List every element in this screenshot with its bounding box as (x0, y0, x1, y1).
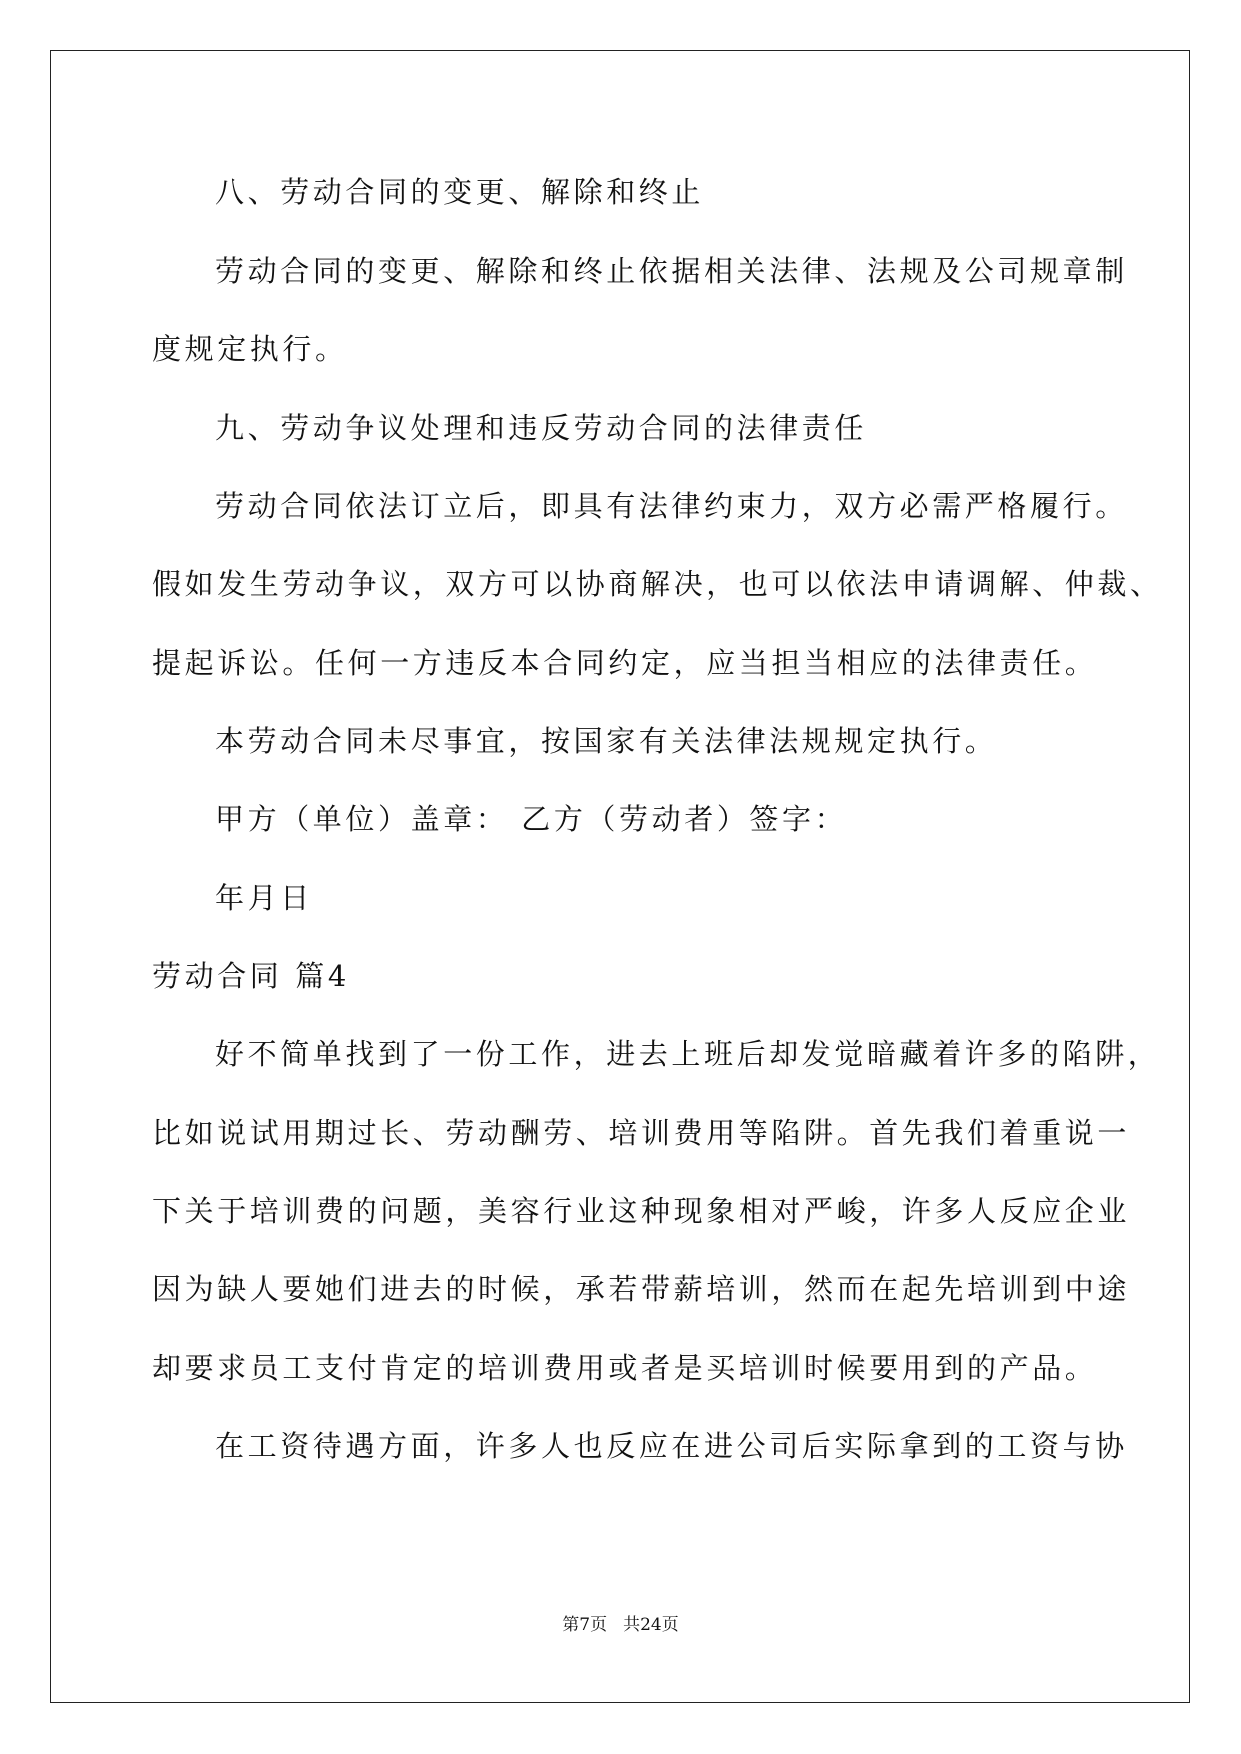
paragraph-line: 因为缺人要她们进去的时候，承若带薪培训，然而在起先培训到中途 (152, 1272, 1131, 1306)
article-title: 劳动合同 篇4 (152, 959, 350, 993)
date-line: 年月日 (215, 881, 313, 915)
total-pages: 共24页 (623, 1615, 679, 1635)
paragraph-line: 好不简单找到了一份工作，进去上班后却发觉暗藏着许多的陷阱， (215, 1037, 1161, 1071)
section-heading-9: 九、劳动争议处理和违反劳动合同的法律责任 (215, 411, 868, 445)
paragraph-line: 在工资待遇方面，许多人也反应在进公司后实际拿到的工资与协 (215, 1429, 1128, 1463)
paragraph-line: 比如说试用期过长、劳动酬劳、培训费用等陷阱。首先我们着重说一 (152, 1116, 1131, 1150)
paragraph-line: 下关于培训费的问题，美容行业这种现象相对严峻，许多人反应企业 (152, 1194, 1131, 1228)
paragraph-line: 本劳动合同未尽事宜，按国家有关法律法规规定执行。 (215, 724, 998, 758)
current-page-number: 第7页 (562, 1615, 608, 1635)
paragraph-line: 提起诉讼。任何一方违反本合同约定，应当担当相应的法律责任。 (152, 646, 1098, 680)
section-heading-8: 八、劳动合同的变更、解除和终止 (215, 175, 705, 209)
paragraph-line: 却要求员工支付肯定的培训费用或者是买培训时候要用到的产品。 (152, 1351, 1098, 1385)
paragraph-line: 假如发生劳动争议，双方可以协商解决，也可以依法申请调解、仲裁、 (152, 567, 1163, 601)
page-footer (0, 1614, 1241, 1636)
paragraph-line: 劳动合同的变更、解除和终止依据相关法律、法规及公司规章制 (215, 254, 1128, 288)
paragraph-line: 度规定执行。 (152, 332, 348, 366)
paragraph-line: 劳动合同依法订立后，即具有法律约束力，双方必需严格履行。 (215, 489, 1128, 523)
signature-line: 甲方（单位）盖章： 乙方（劳动者）签字： (215, 802, 848, 836)
